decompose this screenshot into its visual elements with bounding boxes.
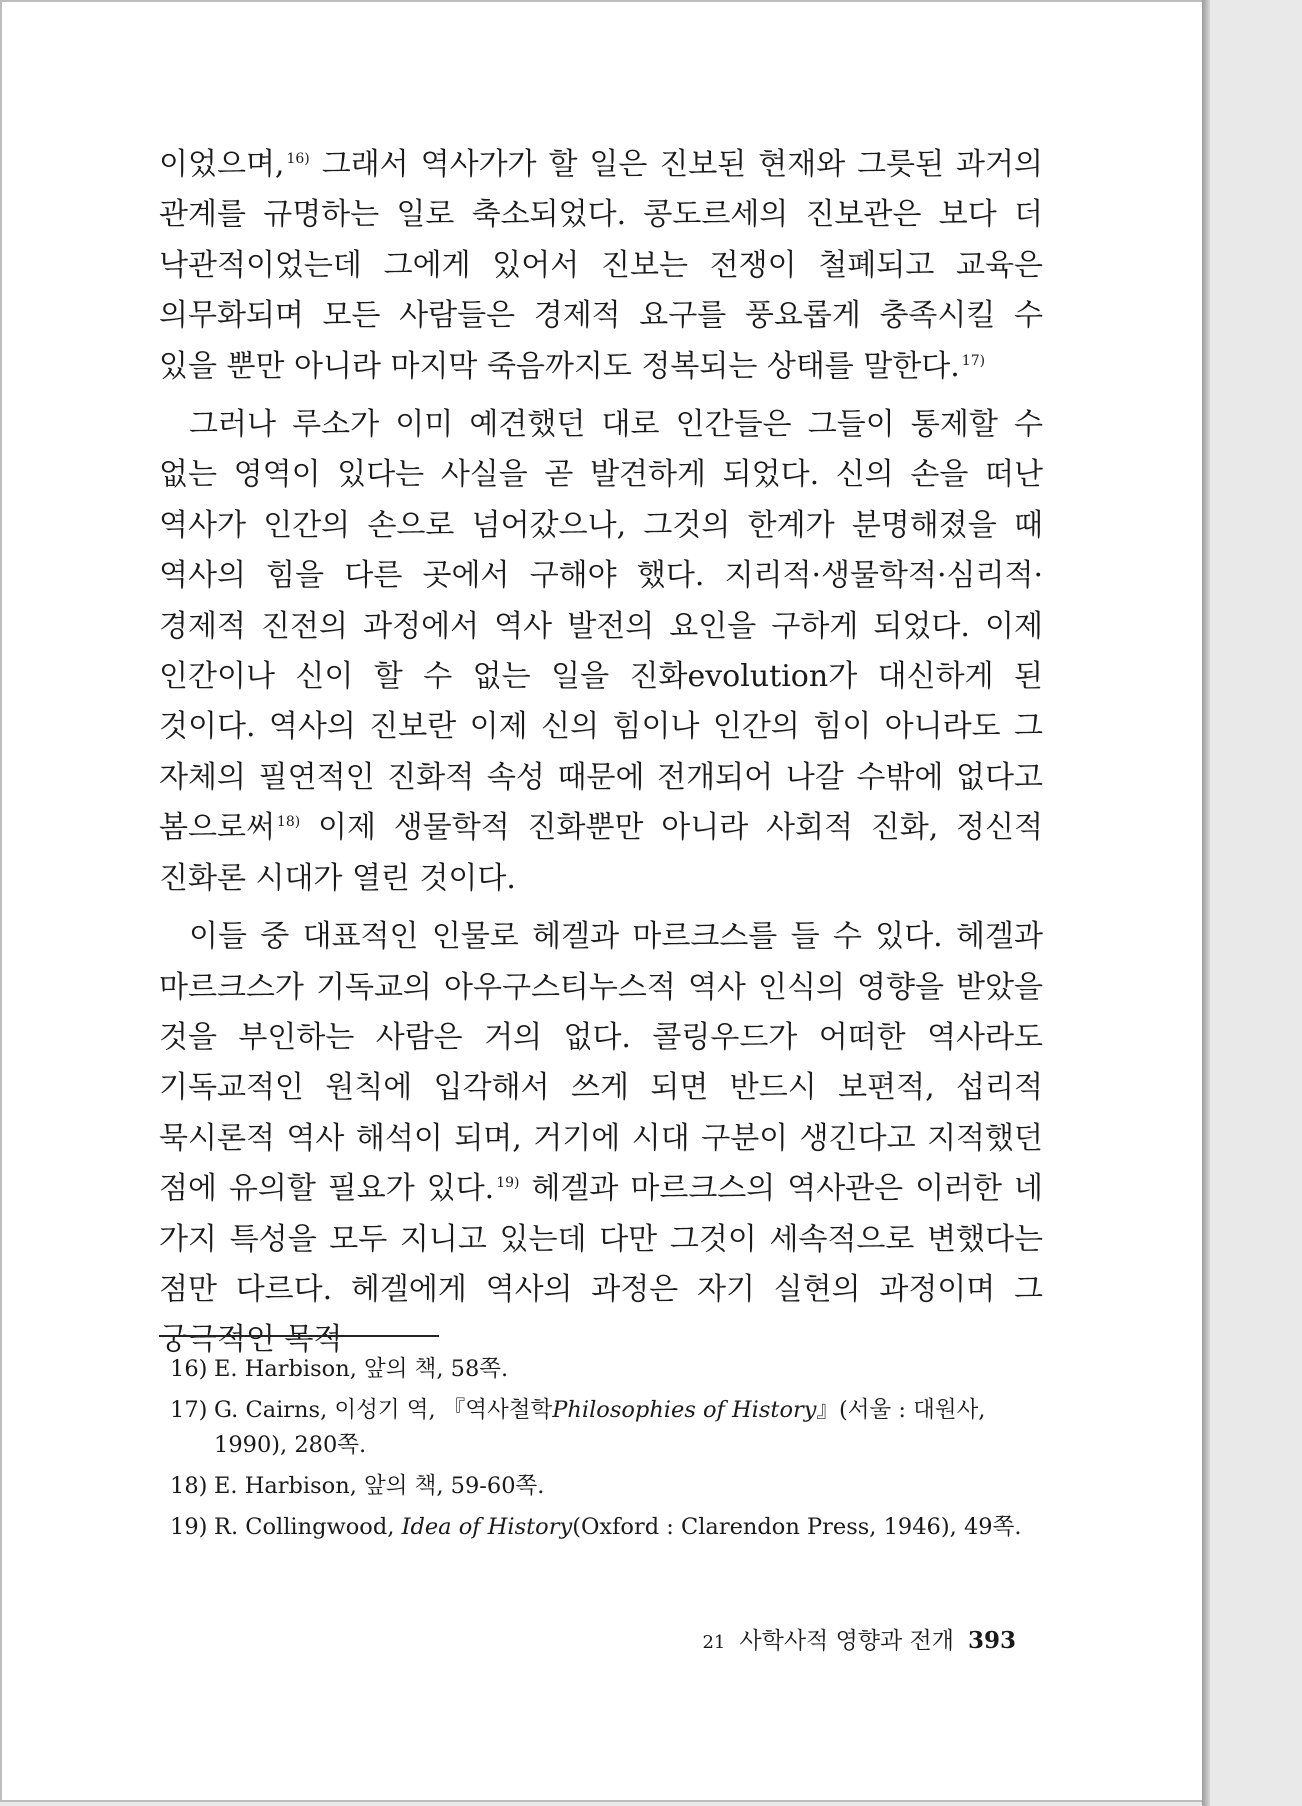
- paragraph-text: 이제 생물학적 진화뿐만 아니라 사회적 진화, 정신적 진화론 시대가 열린 것이다.: [159, 810, 1043, 896]
- footnote-number: 18): [170, 1473, 208, 1499]
- footnote-text: 』(서울 : 대원사, 1990), 280쪽.: [214, 1397, 986, 1458]
- footnote-divider: [159, 1335, 439, 1337]
- footnote-number: 17): [170, 1397, 208, 1423]
- paragraph: [159, 400, 1043, 904]
- running-footer: [702, 1622, 1016, 1655]
- footnote: [170, 1510, 1050, 1545]
- footnote: [170, 1393, 1050, 1463]
- footnote-ref: 17): [961, 352, 986, 369]
- chapter-number: 21: [702, 1632, 726, 1653]
- footnote-ref: 19): [496, 1175, 520, 1192]
- paragraph-text: 헤겔과 마르크스의 역사관은 이러한 네 가지 특성을 모두 지니고 있는데 다만 그것이 세속적으로 변했다는 점만 다르다. 헤겔에게 역사의 과정은 자기 실현의 과정이며 그 궁극적인 목적: [159, 1171, 1043, 1358]
- paragraph: [159, 912, 1043, 1366]
- footnote-number: 19): [170, 1514, 208, 1540]
- footnote-ref: 16): [286, 151, 310, 167]
- paragraph-text: 그러나 루소가 이미 예견했던 대로 인간들은 그들이 통제할 수 없는 영역이 있다는 사실을 곧 발견하게 되었다. 신의 손을 떠난 역사가 인간의 손으로 넘어갔으나, 그것의 한계가 분명해졌을 때 역사의 힘을 다른 곳에서 구해야 했다. 지리적·생물학적·심리적·경제적 진전의 과정에서 역사 발전의 요인을 구하게 되었다. 이제 인간이나 신이 할 수 없는 일을 진화evolution가 대신하게 된 것이다. 역사의 진보란 이제 신의 힘이나 인간의 힘이 아니라도 그 자체의 필연적인 진화적 속성 때문에 전개되어 나갈 수밖에 없다고 봄으로써: [159, 407, 1043, 846]
- page-number: 393: [967, 1627, 1016, 1654]
- footnote: [170, 1469, 1050, 1504]
- footnote-text: E. Harbison, 앞의 책, 59-60쪽.: [214, 1473, 545, 1499]
- footnote-title: Idea of History: [401, 1514, 573, 1540]
- footnote-text: G. Cairns, 이성기 역, 『역사철학: [214, 1397, 553, 1423]
- footnote: [170, 1352, 1050, 1387]
- body-text: [159, 140, 1043, 1374]
- footnote-ref: 18): [276, 814, 301, 831]
- footnote-text: (Oxford : Clarendon Press, 1946), 49쪽.: [572, 1514, 1022, 1540]
- paragraph-text: 이었으며,: [159, 147, 285, 182]
- paragraph-text: 그래서 역사가가 할 일은 진보된 현재와 그릇된 과거의 관계를 규명하는 일로 축소되었다. 콩도르세의 진보관은 보다 더 낙관적이었는데 그에게 있어서 진보는 전쟁이 철폐되고 교육은 의무화되며 모든 사람들은 경제적 요구를 풍요롭게 충족시킬 수 있을 뿐만 아니라 마지막 죽음까지도 정복되는 상태를 말한다.: [159, 147, 1043, 384]
- footnote-number: 16): [170, 1356, 208, 1382]
- footnotes: [170, 1352, 1050, 1551]
- page-edge-shadow: [1202, 0, 1210, 1806]
- footnote-title: Philosophies of History: [552, 1397, 817, 1423]
- chapter-title: 사학사적 영향과 전개: [739, 1628, 954, 1654]
- paragraph-text: 이들 중 대표적인 인물로 헤겔과 마르크스를 들 수 있다. 헤겔과 마르크스가 기독교의 아우구스티누스적 역사 인식의 영향을 받았을 것을 부인하는 사람은 거의 없다. 콜링우드가 어떠한 역사라도 기독교적인 원칙에 입각해서 쓰게 되면 반드시 보편적, 섭리적 묵시론적 역사 해석이 되며, 거기에 시대 구분이 생긴다고 지적했던 점에 유의할 필요가 있다.: [159, 919, 1043, 1207]
- paragraph: [159, 140, 1043, 392]
- footnote-text: R. Collingwood,: [214, 1514, 402, 1540]
- footnote-text: E. Harbison, 앞의 책, 58쪽.: [214, 1356, 509, 1382]
